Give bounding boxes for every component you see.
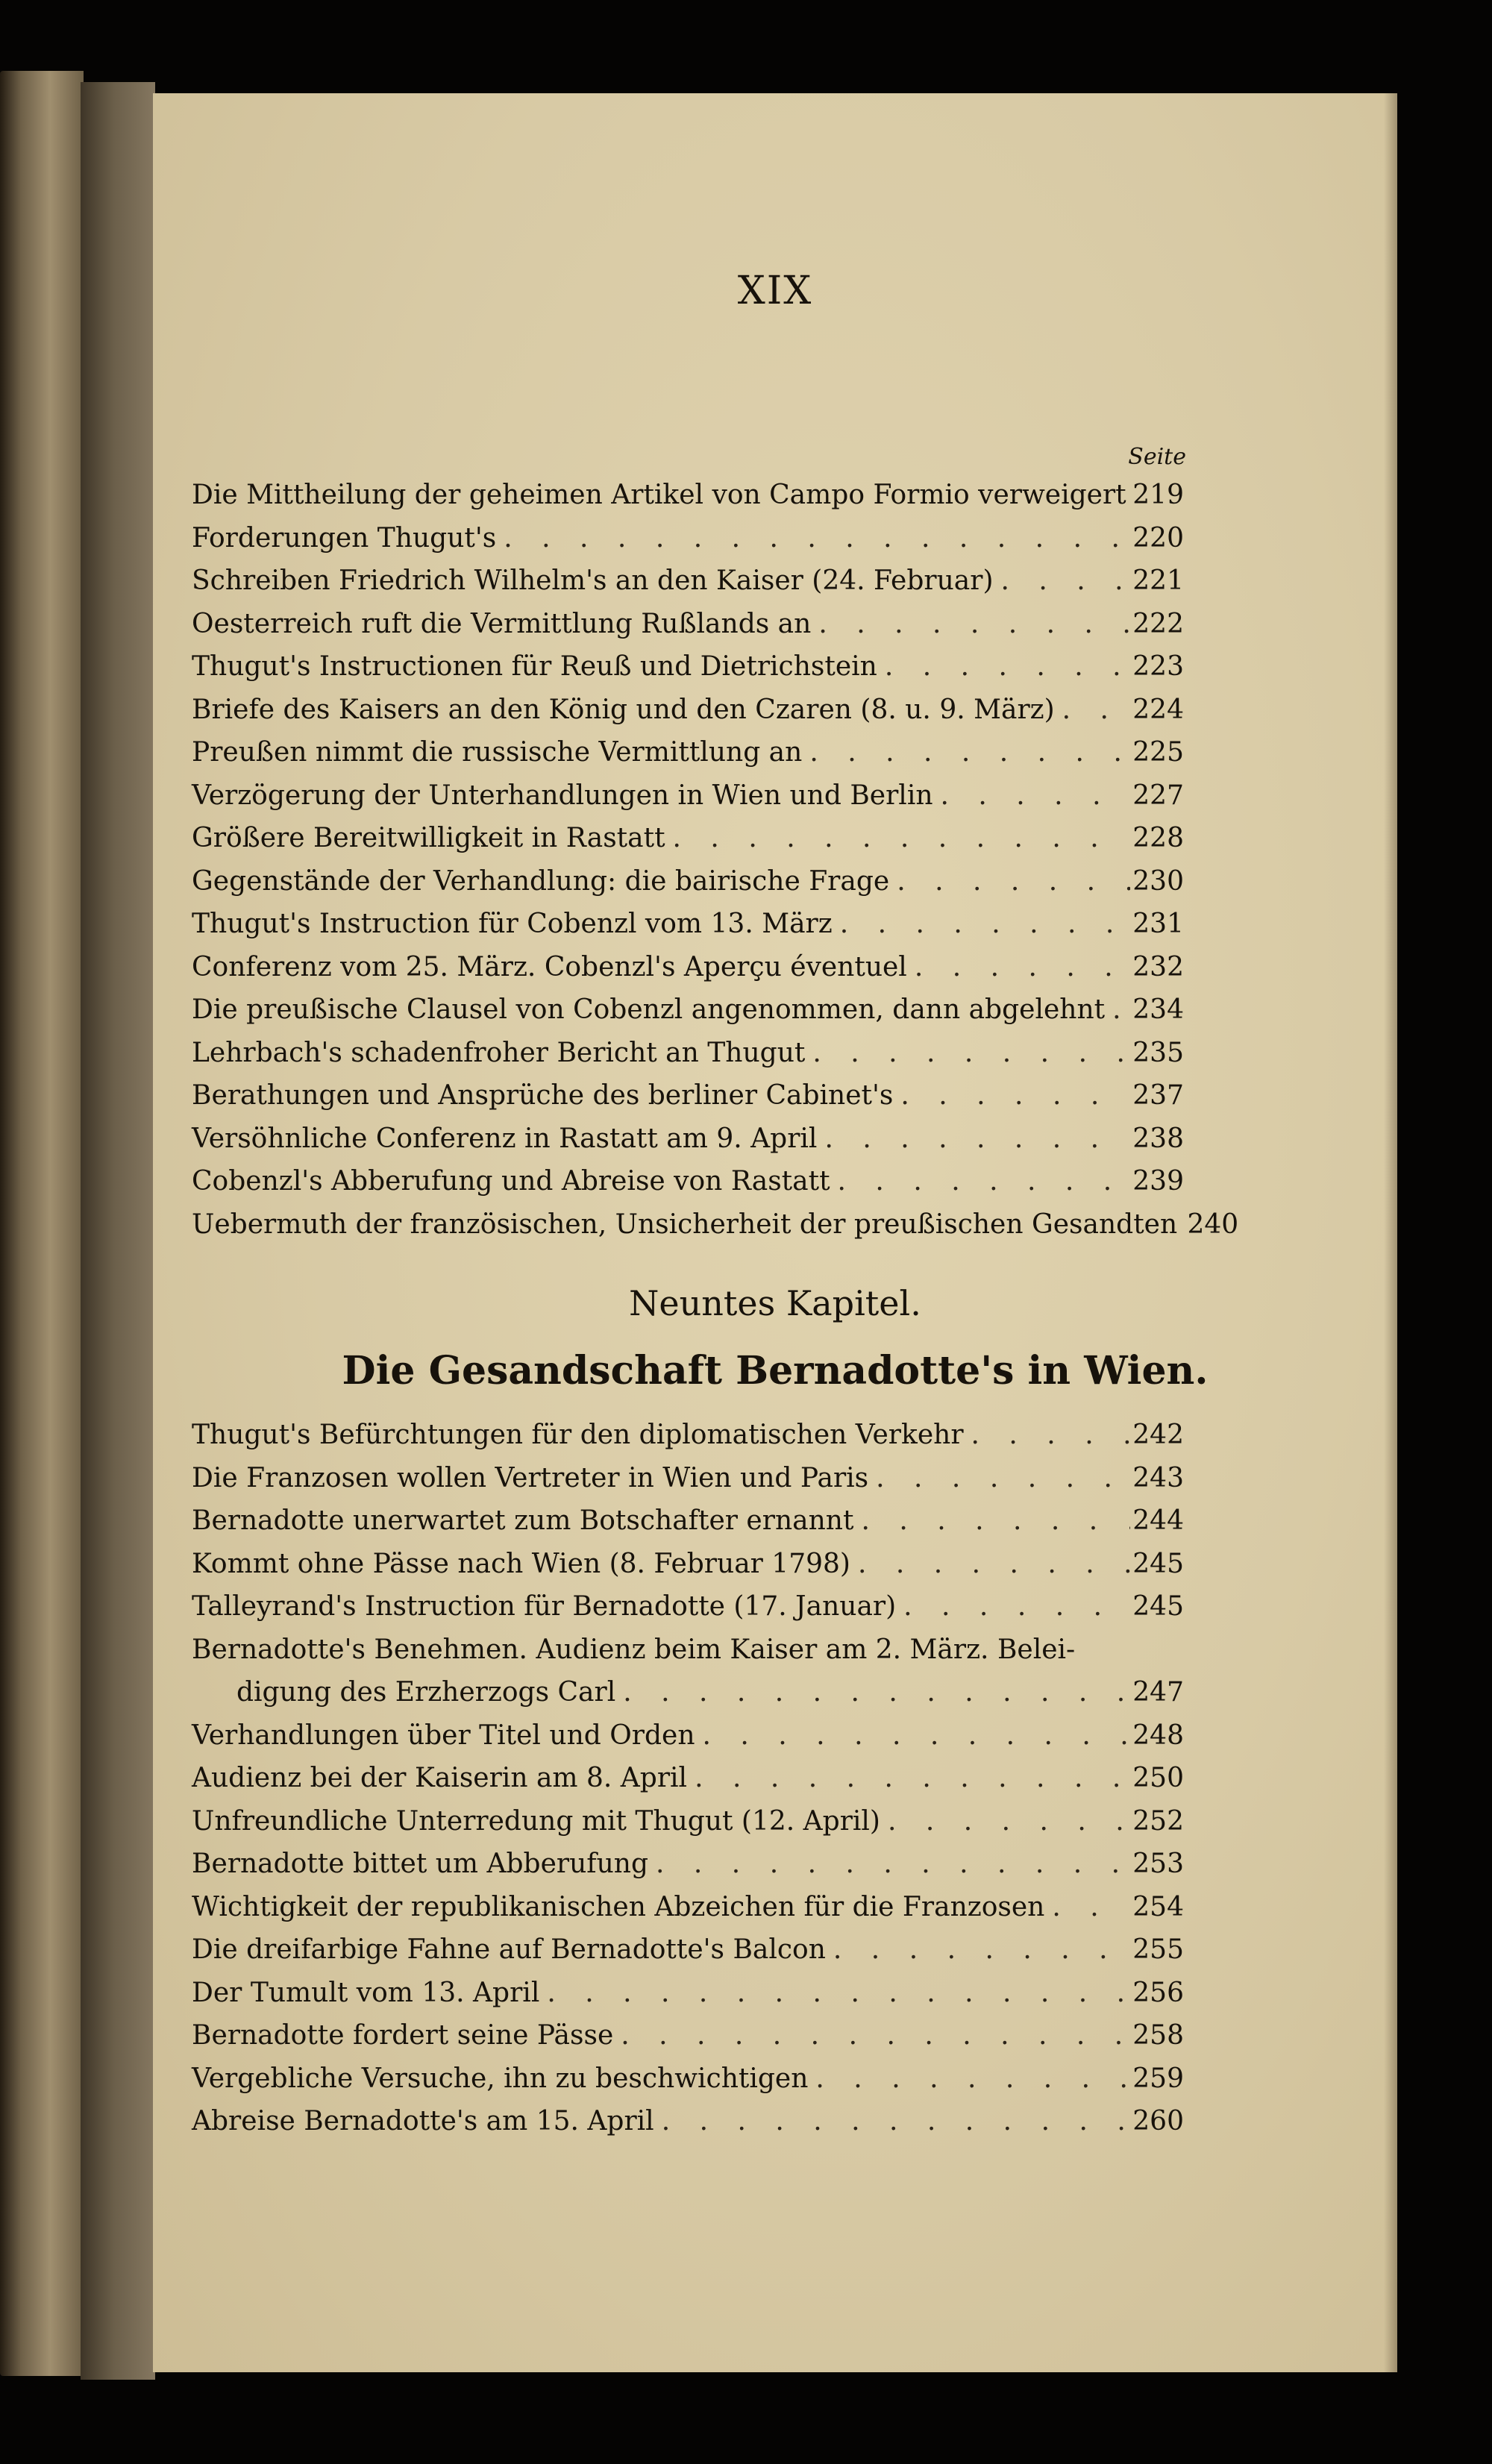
toc-dot-leader: [877, 645, 1130, 689]
page-edge-shadow: [1384, 93, 1397, 2372]
toc-entry-page-number: 250: [1132, 1763, 1184, 1793]
toc-dot-leader: [613, 2014, 1130, 2057]
toc-entry: [192, 731, 1184, 774]
toc-entry-title: Versöhnliche Conferenz in Rastatt am 9. April: [192, 1123, 818, 1154]
toc-entry: [192, 517, 1184, 560]
toc-dot-leader: [665, 817, 1130, 860]
toc-entry: [192, 860, 1184, 903]
toc-entry: [192, 1972, 1184, 2015]
toc-entry-title: Conferenz vom 25. März. Cobenzl's Aperçu éventuel: [192, 951, 907, 982]
toc-entry-title: Schreiben Friedrich Wilhelm's an den Kaiser (24. Februar): [192, 565, 994, 596]
toc-entry-title: Vergebliche Versuche, ihn zu beschwichtigen: [192, 2063, 809, 2094]
toc-entry-page-number: 252: [1132, 1805, 1184, 1837]
toc-entry: [192, 1160, 1184, 1203]
toc-entry-title: Uebermuth der französischen, Unsicherheit der preußischen Gesandten: [192, 1209, 1178, 1240]
toc-entry: [192, 1585, 1184, 1628]
toc-entry: [192, 988, 1184, 1032]
toc-dot-leader: [654, 2100, 1130, 2143]
toc-entry-page-number: 244: [1132, 1505, 1184, 1536]
chapter-title: Die Gesandschaft Bernadotte's in Wien.: [342, 1348, 1209, 1394]
toc-entry: [192, 1499, 1184, 1543]
toc-entry-title: Thugut's Befürchtungen für den diplomatischen Verkehr: [192, 1420, 964, 1450]
toc-entry: [192, 1117, 1184, 1161]
toc-entry-page-number: 240: [1187, 1209, 1239, 1240]
toc-entry-title: Lehrbach's schadenfroher Bericht an Thugut: [192, 1037, 806, 1068]
toc-entry: [192, 1714, 1184, 1758]
toc-entry-title: Die Mittheilung der geheimen Artikel von Campo Formio verweigert: [192, 480, 1126, 510]
toc-dot-leader: [811, 603, 1130, 646]
toc-entry: [192, 774, 1184, 818]
toc-entry: [192, 1843, 1184, 1886]
toc-entry-page-number: 237: [1132, 1080, 1184, 1111]
toc-dot-leader: [687, 1757, 1130, 1800]
toc-dot-leader: [802, 731, 1130, 774]
toc-dot-leader: [805, 1032, 1130, 1075]
toc-entry-page-number: 235: [1132, 1037, 1184, 1068]
toc-entry-page-number: 247: [1132, 1677, 1184, 1708]
toc-entry-page-number: 230: [1132, 865, 1184, 897]
toc-entry-title: Cobenzl's Abberufung und Abreise von Rastatt: [192, 1166, 830, 1197]
toc-entry-page-number: 228: [1132, 823, 1184, 853]
toc-dot-leader: [896, 1585, 1130, 1628]
toc-entry-page-number: 258: [1132, 2020, 1184, 2051]
toc-dot-leader: [826, 1928, 1130, 1972]
toc-dot-leader: [817, 1117, 1130, 1161]
toc-entry: [192, 817, 1184, 860]
toc-entry-page-number: 253: [1132, 1849, 1184, 1879]
toc-dot-leader: [615, 1671, 1130, 1714]
toc-entry-title: digung des Erzherzogs Carl: [236, 1677, 616, 1708]
toc-dot-leader: [830, 1160, 1130, 1203]
toc-entry: [192, 1671, 1184, 1714]
toc-dot-leader: [868, 1457, 1130, 1500]
toc-entry-title: Oesterreich ruft die Vermittlung Rußlands an: [192, 608, 812, 639]
toc-entry-title: Briefe des Kaisers an den König und den Czaren (8. u. 9. März): [192, 694, 1055, 725]
previous-page-edge: [0, 71, 84, 2376]
toc-entry: [192, 1800, 1184, 1843]
toc-entry: [192, 903, 1184, 946]
toc-entry: [192, 559, 1184, 603]
toc-entry-title: Audienz bei der Kaiserin am 8. April: [192, 1763, 688, 1793]
toc-entry: [192, 603, 1184, 646]
toc-entry-title: Preußen nimmt die russische Vermittlung an: [192, 737, 803, 768]
toc-dot-leader: [695, 1714, 1130, 1758]
toc-entry-page-number: 219: [1132, 480, 1184, 510]
toc-entry-page-number: 221: [1132, 565, 1184, 596]
toc-entry-title: Größere Bereitwilligkeit in Rastatt: [192, 823, 665, 853]
toc-list-chapter-eight: [192, 474, 1239, 1246]
chapter-number: Neuntes Kapitel.: [629, 1283, 921, 1323]
toc-entry: [192, 1414, 1184, 1457]
toc-entry-page-number: 239: [1132, 1166, 1184, 1197]
toc-entry: [192, 1928, 1184, 1972]
toc-entry-page-number: 222: [1132, 608, 1184, 639]
toc-dot-leader: [880, 1800, 1130, 1843]
toc-entry-title: Abreise Bernadotte's am 15. April: [192, 2106, 654, 2137]
toc-entry-page-number: 255: [1132, 1934, 1184, 1965]
toc-entry: [192, 1032, 1184, 1075]
toc-entry-title: Bernadotte bittet um Abberufung: [192, 1849, 649, 1879]
toc-entry: [192, 474, 1184, 517]
toc-entry-title: Die dreifarbige Fahne auf Bernadotte's Balcon: [192, 1934, 826, 1965]
toc-entry-page-number: 232: [1132, 951, 1184, 982]
toc-entry: [192, 2057, 1184, 2101]
toc-entry-page-number: 223: [1132, 651, 1184, 682]
toc-entry-page-number: 256: [1132, 1977, 1184, 2008]
toc-entry-title: Bernadotte fordert seine Pässe: [192, 2020, 614, 2051]
toc-entry-title: Bernadotte's Benehmen. Audienz beim Kaiser am 2. März. Belei-: [192, 1634, 1076, 1665]
toc-dot-leader: [833, 903, 1130, 946]
toc-entry-title: Die Franzosen wollen Vertreter in Wien und Paris: [192, 1462, 869, 1493]
toc-dot-leader: [1044, 1886, 1130, 1929]
toc-entry-title: Kommt ohne Pässe nach Wien (8. Februar 1798): [192, 1548, 850, 1579]
toc-entry: [192, 645, 1184, 689]
book-gutter: [81, 82, 155, 2380]
toc-entry-title: Bernadotte unerwartet zum Botschafter ernannt: [192, 1505, 854, 1536]
toc-entry-page-number: 225: [1132, 737, 1184, 768]
toc-entry-page-number: 243: [1132, 1462, 1184, 1493]
toc-dot-leader: [933, 774, 1130, 818]
toc-dot-leader: [964, 1414, 1130, 1457]
toc-entry: [192, 1628, 1184, 1672]
toc-entry-title: Talleyrand's Instruction für Bernadotte (17. Januar): [192, 1591, 897, 1622]
toc-entry: [192, 1203, 1239, 1247]
toc-entry-title: Verhandlungen über Titel und Orden: [192, 1720, 695, 1751]
toc-entry-title: Wichtigkeit der republikanischen Abzeichen für die Franzosen: [192, 1891, 1045, 1922]
toc-entry: [192, 1543, 1184, 1586]
toc-entry-page-number: 220: [1132, 522, 1184, 554]
toc-entry-page-number: 227: [1132, 780, 1184, 811]
toc-dot-leader: [907, 946, 1130, 989]
toc-entry-page-number: 238: [1132, 1123, 1184, 1154]
toc-dot-leader: [994, 559, 1130, 603]
toc-entry-page-number: 254: [1132, 1891, 1184, 1922]
toc-dot-leader: [539, 1972, 1130, 2015]
toc-entry-page-number: 259: [1132, 2063, 1184, 2094]
toc-entry-page-number: 245: [1132, 1591, 1184, 1622]
toc-dot-leader: [850, 1543, 1130, 1586]
toc-entry-page-number: 260: [1132, 2106, 1184, 2137]
toc-entry-title: Thugut's Instructionen für Reuß und Dietrichstein: [192, 651, 877, 682]
toc-entry-title: Thugut's Instruction für Cobenzl vom 13. März: [192, 909, 833, 939]
toc-entry-title: Berathungen und Ansprüche des berliner Cabinet's: [192, 1080, 894, 1111]
toc-entry: [192, 946, 1184, 989]
toc-dot-leader: [496, 517, 1130, 560]
toc-dot-leader: [1177, 1203, 1185, 1247]
toc-entry-page-number: 224: [1132, 694, 1184, 725]
toc-entry-title: Die preußische Clausel von Cobenzl angenommen, dann abgelehnt: [192, 994, 1106, 1025]
toc-entry-page-number: 245: [1132, 1548, 1184, 1579]
toc-entry: [192, 2100, 1184, 2143]
book-page: [153, 93, 1397, 2372]
toc-entry: [192, 1457, 1184, 1500]
toc-entry-title: Verzögerung der Unterhandlungen in Wien und Berlin: [192, 780, 933, 811]
toc-entry: [192, 2014, 1184, 2057]
toc-dot-leader: [1055, 689, 1130, 732]
toc-entry: [192, 1074, 1184, 1117]
toc-entry-title: Der Tumult vom 13. April: [192, 1977, 540, 2008]
toc-dot-leader: [808, 2057, 1130, 2101]
toc-dot-leader: [1105, 988, 1130, 1032]
toc-entry-title: Unfreundliche Unterredung mit Thugut (12. April): [192, 1805, 880, 1837]
toc-entry-page-number: 234: [1132, 994, 1184, 1025]
toc-list-chapter-nine: [192, 1414, 1184, 2143]
seite-column-label: Seite: [1128, 444, 1186, 470]
toc-entry: [192, 689, 1184, 732]
toc-entry-page-number: 242: [1132, 1420, 1184, 1450]
toc-dot-leader: [893, 1074, 1130, 1117]
toc-dot-leader: [889, 860, 1130, 903]
toc-entry-title: Gegenstände der Verhandlung: die bairische Frage: [192, 865, 890, 897]
toc-dot-leader: [648, 1843, 1130, 1886]
toc-entry-page-number: 231: [1132, 909, 1184, 939]
toc-entry: [192, 1757, 1184, 1800]
page-folio: XIX: [737, 269, 813, 313]
toc-dot-leader: [853, 1499, 1130, 1543]
toc-entry-page-number: 248: [1132, 1720, 1184, 1751]
toc-entry-title: Forderungen Thugut's: [192, 522, 497, 554]
toc-entry: [192, 1886, 1184, 1929]
